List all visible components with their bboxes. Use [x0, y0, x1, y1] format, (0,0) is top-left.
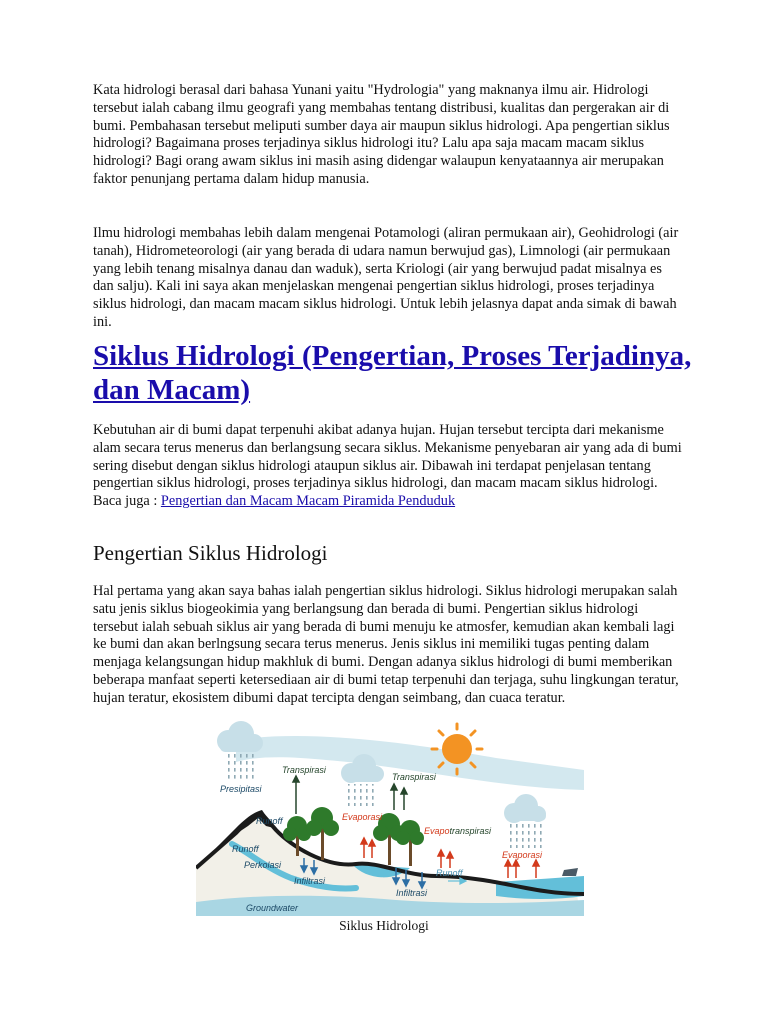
definition-paragraph: Hal pertama yang akan saya bahas ialah pengertian siklus hidrologi. Siklus hidrologi merupakan salah satu jenis siklus biogeokimia yang berlangsung dan berada di bumi. Pengertian siklus hidrologi tersebut ialah sebuah siklus air yang berada di bumi menuju ke atmosfer, kemudian akan kembali lagi ke bumi dan akan berlngsung secara terus menerus. Jenis siklus ini memiliki tugas penting dalam menjaga kelangsungan hidup makhluk di bumi. Dengan adanya siklus hidrologi di bumi memberikan beberapa manfaat seperti ketersediaan air di bumi tetap terpenuhi dan terjaga, suhu lingkungan teratur, hujan teratur, ekosistem dibumi dapat tercipta dengan seimbang, dan cuaca teratur. — [93, 583, 679, 706]
baca-juga-label: Baca juga : — [93, 493, 161, 510]
tree-icon — [306, 807, 339, 860]
figure-caption: Siklus Hidrologi — [339, 918, 429, 933]
main-heading-link[interactable]: Siklus Hidrologi (Pengertian, Proses Terjadinya, dan Macam) — [93, 340, 692, 406]
label-groundwater: Groundwater — [246, 903, 299, 913]
label-evaporasi-1: Evaporasi — [342, 812, 383, 822]
cloud-icon — [217, 721, 263, 780]
intro-paragraph: Kata hidrologi berasal dari bahasa Yunani yaitu "Hydrologia" yang maknanya ilmu air. Hidrologi tersebut ialah cabang ilmu geografi yang membahas tentang distribusi, kualitas dan pergerakan air di bumi. Pembahasan tersebut meliputi sumber daya air maupun siklus hidrologi. Apa pengertian siklus hidrologi? Bagaimana proses terjadinya siklus hidrologi itu? Lalu apa saja macam macam siklus hidrologi? Bagi orang awam siklus ini masih asing didengar walaupun kenyataannya air merupakan faktor penunjang pertama dalam hidup manusia. — [93, 82, 670, 187]
branches-paragraph: Ilmu hidrologi membahas lebih dalam mengenai Potamologi (aliran permukaan air), Geohidrologi (air tanah), Hidrometeorologi (air yang berada di udara namun berwujud gas), Limnologi (air permukaan yang lebih tenang misalnya danau dan waduk), serta Kriologi (air yang berwujud padat misalnya es dan salju). Kali ini saya akan menjelaskan mengenai pengertian siklus hidrologi, proses terjadinya siklus hidrologi, dan macam macam siklus hidrologi. Untuk lebih jelasnya dapat anda simak di bawah ini. — [93, 225, 679, 330]
label-runoff-2: Runoff — [232, 844, 259, 854]
label-transpirasi-2: Transpirasi — [392, 772, 436, 782]
boat-icon — [562, 868, 578, 876]
label-runoff-1: Runoff — [256, 816, 283, 826]
label-transpirasi-1: Transpirasi — [282, 765, 326, 775]
baca-juga-link[interactable]: Pengertian dan Macam Macam Piramida Penduduk — [160, 493, 456, 510]
label-perkolasi: Perkolasi — [244, 860, 282, 870]
hydrologic-cycle-diagram — [196, 718, 584, 916]
label-infiltrasi-1: Infiltrasi — [294, 876, 326, 886]
label-infiltrasi-2: Infiltrasi — [396, 888, 428, 898]
label-presipitasi: Presipitasi — [220, 784, 262, 794]
label-evaporasi-2: Evaporasi — [502, 850, 543, 860]
section-intro-paragraph: Kebutuhan air di bumi dapat terpenuhi akibat adanya hujan. Hujan tersebut tercipta dari mekanisme alam secara terus menerus dan berlangsung secara siklus. Mekanisme penyebaran air yang ada di bumi sering disebut dengan siklus hidrologi ataupun siklus air. Dibawah ini terdapat penjelasan tentang pengertian siklus hidrologi, proses terjadinya siklus hidrologi, dan macam macam siklus hidrologi. — [93, 422, 682, 492]
label-evapotranspirasi: Evapotranspirasi — [424, 826, 492, 836]
subheading: Pengertian Siklus Hidrologi — [93, 541, 328, 565]
section-intro — [93, 422, 685, 511]
cloud-icon — [504, 794, 546, 848]
label-runoff-3: Runoff — [436, 868, 463, 878]
